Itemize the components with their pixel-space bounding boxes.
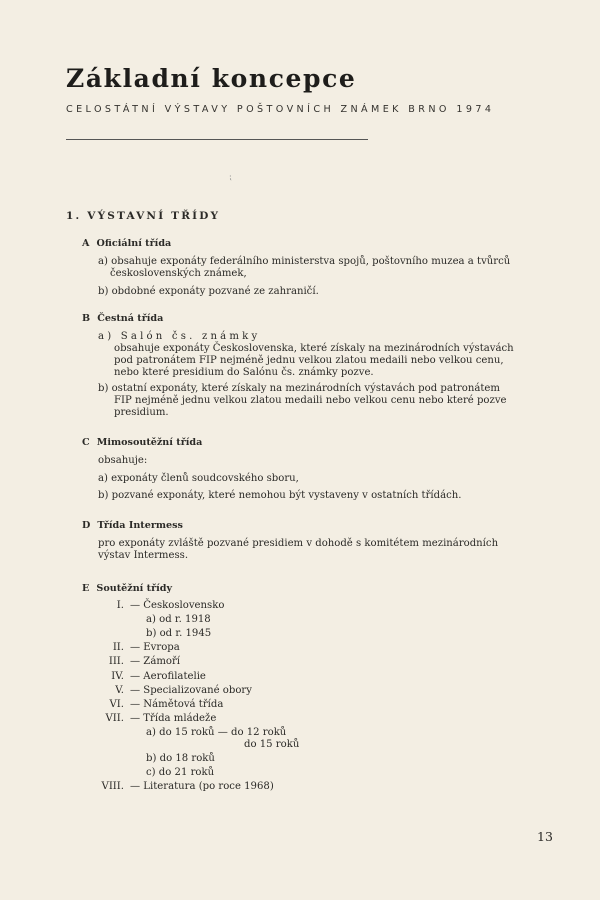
heading-e	[82, 583, 172, 594]
a-item-b: b) obdobné exponáty pozvané ze zahraničí.	[98, 286, 319, 297]
b-item-a-line3: nebo které presidium do Salónu čs. známky pozve.	[114, 367, 374, 378]
print-speck: ⁏	[229, 172, 232, 181]
heading-e-title: Soutěžní třídy	[96, 583, 173, 594]
class-roman: VII.	[105, 713, 124, 724]
heading-c-title: Mimosoutěžní třída	[96, 437, 203, 448]
heading-b	[82, 313, 163, 324]
b-item-b-line3: presidium.	[114, 407, 169, 418]
d-line1: pro exponáty zvláště pozvané presidiem v dohodě s komitétem mezinárodních	[98, 538, 499, 549]
class-text: — Zámoří	[130, 656, 181, 667]
b-item-a-line2: pod patronátem FIP nejméně jednu velkou zlatou medaili nebo velkou cenu,	[114, 355, 504, 366]
c-item-b: b) pozvané exponáty, které nemohou být vystaveny v ostatních třídách.	[98, 490, 462, 501]
class-text: — Specializované obory	[130, 685, 252, 696]
heading-a-letter: A	[82, 238, 90, 249]
c-intro: obsahuje:	[98, 455, 148, 466]
heading-a	[82, 238, 171, 249]
class-roman: I.	[116, 600, 124, 611]
d-line2: výstav Intermess.	[98, 550, 189, 561]
page-title: Základní koncepce	[66, 64, 357, 93]
section-heading: 1. VÝSTAVNÍ TŘÍDY	[66, 210, 221, 222]
class-text: c) do 21 roků	[146, 767, 215, 778]
heading-d	[82, 520, 183, 531]
class-roman: VIII.	[101, 781, 124, 792]
page-number: 13	[537, 829, 553, 844]
c-item-a: a) exponáty členů soudcovského sboru,	[98, 473, 299, 484]
heading-b-title: Čestná třída	[97, 313, 164, 324]
class-text: — Československo	[130, 600, 225, 611]
class-text: — Aerofilatelie	[130, 671, 206, 682]
heading-d-title: Třída Intermess	[97, 520, 183, 531]
class-text: b) do 18 roků	[146, 753, 215, 764]
class-roman: III.	[108, 656, 124, 667]
class-text: — Třída mládeže	[130, 713, 217, 724]
heading-a-title: Oficiální třída	[96, 238, 172, 249]
b-item-b-line2: FIP nejméně jednu velkou zlatou medaili nebo velkou cenu nebo které pozve	[114, 395, 507, 406]
class-roman: IV.	[111, 671, 124, 682]
class-roman: V.	[115, 685, 124, 696]
heading-e-letter: E	[82, 583, 90, 594]
class-text: do 15 roků	[244, 739, 300, 750]
class-text: — Evropa	[130, 642, 180, 653]
title-divider	[66, 139, 368, 140]
class-text: — Námětová třída	[130, 699, 224, 710]
b-item-b-line1: b) ostatní exponáty, které získaly na mezinárodních výstavách pod patronátem	[98, 383, 500, 394]
class-text: — Literatura (po roce 1968)	[130, 781, 274, 792]
class-roman: II.	[112, 642, 124, 653]
heading-b-letter: B	[82, 313, 91, 324]
b-item-a-head: a) Salón čs. známky	[98, 331, 261, 342]
heading-c	[82, 437, 202, 448]
class-text: a) do 15 roků — do 12 roků	[146, 727, 287, 738]
a-item-a: a) obsahuje exponáty federálního ministerstva spojů, poštovního muzea a tvůrců	[98, 256, 511, 267]
class-text: b) od r. 1945	[146, 628, 212, 639]
class-roman: VI.	[109, 699, 124, 710]
b-item-a-line1: obsahuje exponáty Československa, které získaly na mezinárodních výstavách	[114, 343, 514, 354]
class-text: a) od r. 1918	[146, 614, 211, 625]
heading-c-letter: C	[82, 437, 90, 448]
a-item-a-cont: československých známek,	[110, 268, 247, 279]
page-subtitle: CELOSTÁTNÍ VÝSTAVY POŠTOVNÍCH ZNÁMEK BRNO 1974	[66, 104, 495, 115]
heading-d-letter: D	[82, 520, 91, 531]
